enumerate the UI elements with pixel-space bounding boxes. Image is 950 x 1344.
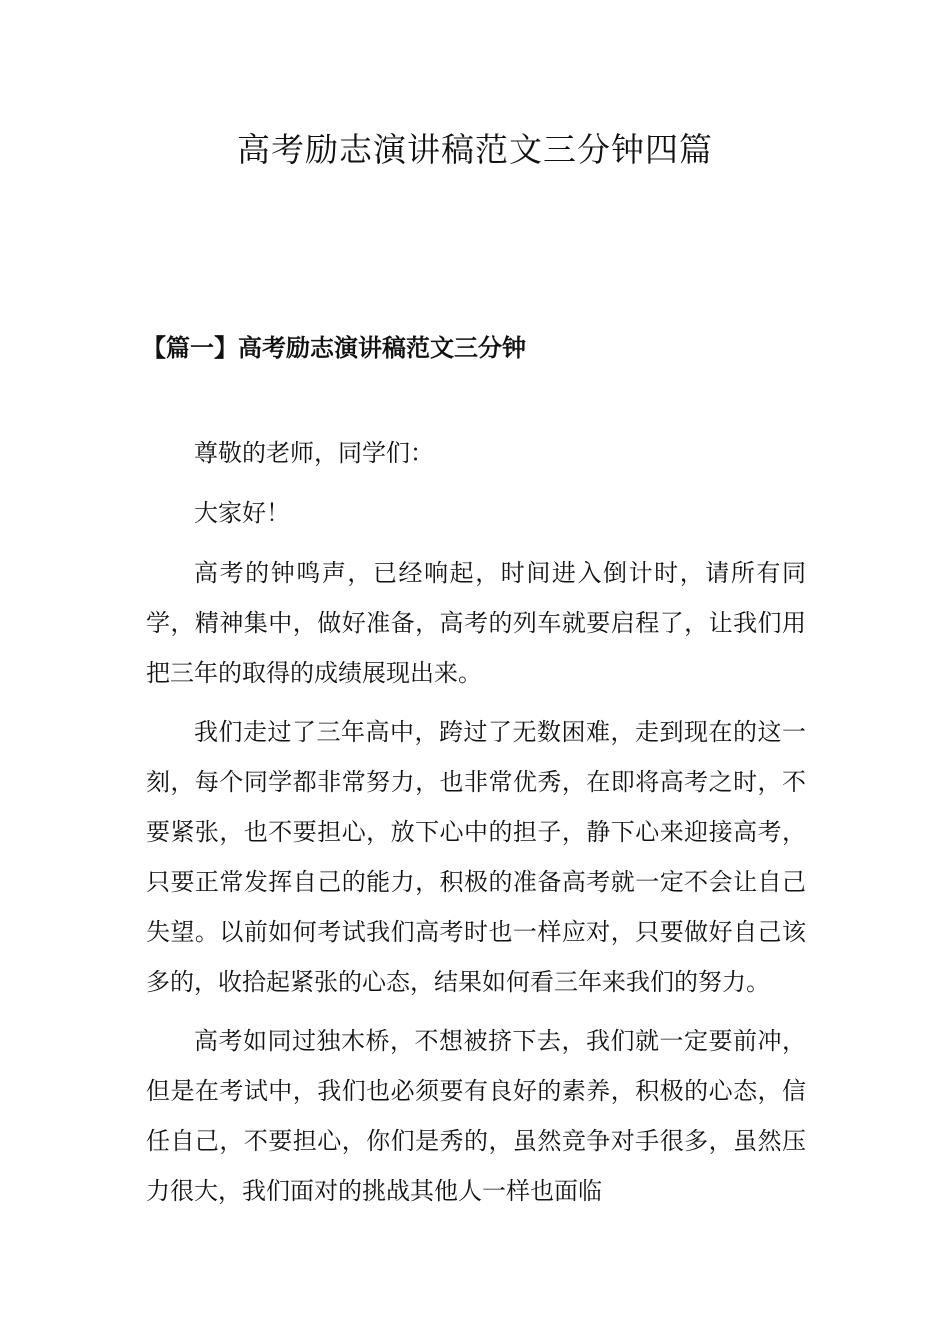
section-heading: 【篇一】高考励志演讲稿范文三分钟 — [142, 333, 526, 362]
paragraph-salutation: 尊敬的老师，同学们： — [194, 439, 434, 467]
document-body — [146, 428, 806, 1216]
paragraph: 高考如同过独木桥，不想被挤下去，我们就一定要前冲，但是在考试中，我们也必须要有良好的素养，积极的心态，信任自己，不要担心，你们是秀的，虽然竞争对手很多，虽然压力很大，我们面对的挑战其他人一样也面临 — [146, 1027, 806, 1205]
paragraph: 高考的钟鸣声，已经响起，时间进入倒计时，请所有同学，精神集中，做好准备，高考的列车就要启程了，让我们用把三年的取得的成绩展现出来。 — [146, 559, 806, 687]
paragraph-greeting: 大家好！ — [194, 499, 290, 527]
paragraph: 我们走过了三年高中，跨过了无数困难，走到现在的这一刻，每个同学都非常努力，也非常优秀，在即将高考之时，不要紧张，也不要担心，放下心中的担子，静下心来迎接高考，只要正常发挥自己的能力，积极的准备高考就一定不会让自己失望。以前如何考试我们高考时也一样应对，只要做好自己该多的，收拾起紧张的心态，结果如何看三年来我们的努力。 — [146, 718, 806, 996]
document-title: 高考励志演讲稿范文三分钟四篇 — [237, 130, 713, 169]
